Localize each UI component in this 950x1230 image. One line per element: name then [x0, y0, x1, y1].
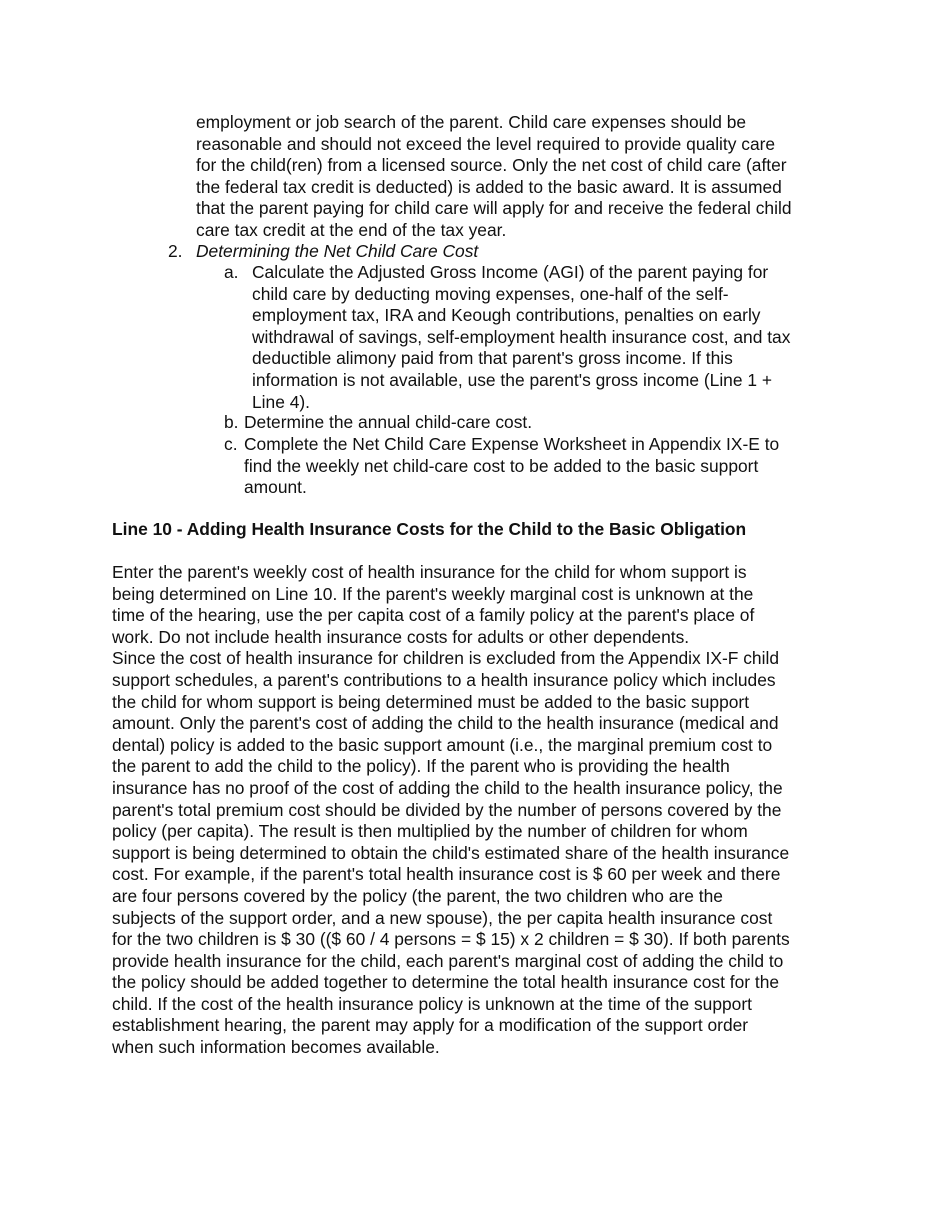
- subitem-b-text: Determine the annual child-care cost.: [244, 412, 533, 432]
- subitem-c-text: Complete the Net Child Care Expense Worksheet in Appendix IX-E to find the weekly net child-care cost to be added to the basic support amount.: [244, 434, 780, 498]
- intro-paragraph: [196, 112, 846, 242]
- subitem-b-marker: b.: [224, 412, 239, 432]
- intro-text: employment or job search of the parent. Child care expenses should be reasonable and should not exceed the level required to provide quality care for the child(ren) from a licensed source. Only the net cost of child care (after the federal tax credit is deducted) is added to the basic award. It is assumed that the parent paying for child care will apply for and receive the federal child care tax credit at the end of the tax year.: [196, 112, 792, 240]
- line-10-body: [112, 562, 852, 1059]
- line-10-body-text: Enter the parent's weekly cost of health insurance for the child for whom support is being determined on Line 10. If the parent's weekly marginal cost is unknown at the time of the hearing, use the per capita cost of a family policy at the parent's place of work. Do not include health insurance costs for adults or other dependents. Since the cost of health insurance for children is excluded from the Appendix IX-F child support schedules, a parent's contributions to a health insurance policy which includes the child for whom support is being determined must be added to the basic support amount. Only the parent's cost of adding the child to the health insurance (medical and dental) policy is added to the basic support amount (i.e., the marginal premium cost to the parent to add the child to the policy). If the parent who is providing the health insurance has no proof of the cost of adding the child to the health insurance policy, the parent's total premium cost should be divided by the number of persons covered by the policy (per capita). The result is then multiplied by the number of children for whom support is being determined to obtain the child's estimated share of the health insurance cost. For example, if the parent's total health insurance cost is $ 60 per week and there are four persons covered by the policy (the parent, the two children who are the subjects of the support order, and a new spouse), the per capita health insurance cost for the two children is $ 30 (($ 60 / 4 persons = $ 15) x 2 children = $ 30). If both parents provide health insurance for the child, each parent's marginal cost of adding the child to the policy should be added together to determine the total health insurance cost for the child. If the cost of the health insurance policy is unknown at the time of the support establishment hearing, the parent may apply for a modification of the support order when such information becomes available.: [112, 562, 790, 1058]
- subitem-c-marker: c.: [224, 434, 238, 454]
- subitem-a-marker: a.: [224, 262, 239, 282]
- subitem-a-text: Calculate the Adjusted Gross Income (AGI) of the parent paying for child care by deducting moving expenses, one-half of the self- employment tax, IRA and Keough contributions, penalties on early withdrawal of savings, self-employment health insurance cost, and tax deductible alimony paid from that parent's gross income. If this information is not available, use the parent's gross income (Line 1 + Line 4).: [252, 262, 791, 412]
- section-heading-line-10: Line 10 - Adding Health Insurance Costs for the Child to the Basic Obligation: [112, 519, 747, 539]
- list-item-2-title: Determining the Net Child Care Cost: [196, 241, 479, 261]
- list-item-2-number: 2.: [168, 241, 183, 261]
